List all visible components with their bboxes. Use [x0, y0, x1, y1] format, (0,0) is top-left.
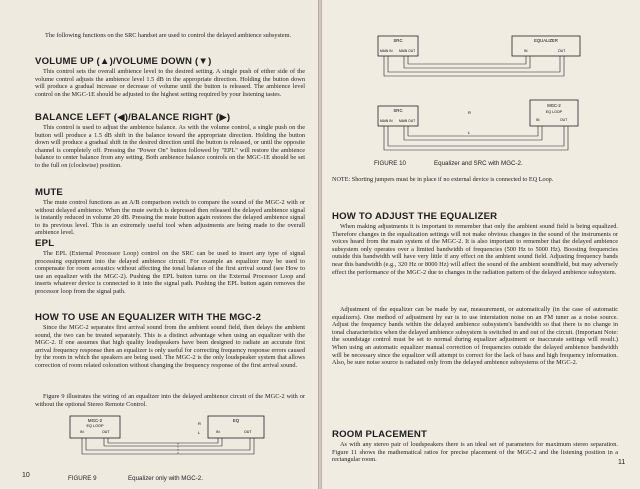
heading-equalizer-use: HOW TO USE AN EQUALIZER WITH THE MGC-2 [35, 312, 262, 323]
heading-adjust-equalizer: HOW TO ADJUST THE EQUALIZER [332, 211, 498, 222]
mgc2-in-fig10: IN [536, 118, 540, 122]
balance-text: This control is used to adjust the ambience balance. As with the volume control, a single push on the button will produce a 1.5 dB shift in the balance toward the appropriate direction. Holding the button down will produce a gradual shift in the desired direction until the button is released, or until the opposite channel is completely off. Pressing the "Power On" button followed by "EPL" will restore the ambience balance to center balance from any setting. Both ambience balance controls on the MGC-1E should be set to the full on (clockwise) position. [35, 124, 305, 169]
eq-label: EQ [232, 418, 240, 423]
mgc2-in-label: IN [80, 430, 84, 434]
adjust-equalizer-text: When making adjustments it is important to remember that only the ambient sound field is being equalized. Therefore changes in the equalization settings will not make obvious changes in the sound of the instruments or voices heard from the main system of the MGC-2. It is also important to remember that the delayed ambience subsystem only operates over a limited bandwidth of frequencies (500 Hz to 5000 Hz). Boosting frequencies outside this bandwidth will have very little if any effect on the ambient sound field. Adjusting frequency bands near this bandwidth (e.g., 320 Hz or 8000 Hz) will affect the sound of the ambient soundfield, but may adversely effect the performance of the MGC-2 due to changes in the radiation pattern of the delayed ambience subsystem. [332, 223, 618, 276]
figure-10-number: FIGURE 10 [374, 160, 406, 167]
figure-10-caption: Equalizer and SRC with MGC-2. [434, 160, 523, 167]
mgc2-out-fig10: OUT [560, 118, 568, 122]
src-main-out-bottom: MAIN OUT [399, 119, 416, 123]
figure-9-wires [82, 438, 254, 454]
label-l-fig10: L [468, 130, 471, 135]
figure-9-diagram [58, 410, 288, 466]
src-label-top: SRC [393, 38, 403, 43]
figure-10-top-wires [384, 56, 564, 76]
heading-room-placement: ROOM PLACEMENT [332, 429, 428, 440]
mgc2-label: MGC-2 [87, 418, 103, 423]
equalizer-in: IN [524, 49, 528, 53]
figure-9-caption: Equalizer only with MGC-2. [128, 475, 203, 482]
heading-mute: MUTE [35, 187, 63, 198]
figure-10-bottom-wires [384, 126, 568, 150]
label-r: R [198, 421, 201, 426]
src-main-in-bottom: MAIN IN [380, 119, 393, 123]
shorting-note: NOTE: Shorting jumpers must be in place if no external device is connected to EQ Loop. [332, 176, 554, 183]
equalizer-use-text: Since the MGC-2 separates first arrival sound from the ambient sound field, then delays the ambient sound, the two can be treated separately. This is a distinct advantage when using an equalizer with the MGC-2. If one assumes that high quality loudspeakers have been designed to radiate an accurate first arrival frequency response then an equalizer is only useful for correcting frequency response errors caused by the room in which the speakers are being used. The MGC-2 is the only loudspeaker system that allows correction of room related coloration without changing the frequency response of the first arrival sound. [35, 324, 305, 369]
eq-out-label: OUT [244, 430, 252, 434]
right-page [322, 0, 640, 489]
adjust-equalizer-text-2: Adjustment of the equalizer can be made by ear, measurement, or automatically (in the case of automatic equalizers). One method of adjustment by ear is to use interstation noise on an FM tuner as a noise source. Adjust the frequency bands within the delayed ambience subsystem's bandwidth so that there is no change in tonal characteristics when the delayed ambience subsystem is switched in and out of the circuit. (Important Note: the soundstage control must be set to normal during equalizer adjustment or inaccurate settings will result.) When using an automatic equalizer manual correction of frequencies outside the delayed ambience bandwidth will be necessary since the equalizer will attempt to correct for the lack of bass and high frequency information. Also, be sure noise source is radiated only from the delayed ambience subsystems of the MGC-2. [332, 306, 618, 367]
eq-in-label: IN [216, 430, 220, 434]
left-page [0, 0, 318, 489]
page-number-right: 11 [618, 459, 626, 466]
intro-text: The following functions on the SRC handset are used to control the delayed ambience subsystem. [45, 32, 292, 39]
heading-epl: EPL [35, 238, 55, 249]
label-l: L [198, 430, 201, 435]
figure-note: Figure 9 illustrates the wiring of an equalizer into the delayed ambience circuit of the MGC-2 with or without the optional Stereo Remote Control. [35, 393, 305, 408]
page-number-left: 10 [22, 472, 30, 479]
src-main-out-top: MAIN OUT [399, 49, 416, 53]
epl-text: The EPL (External Processor Loop) control on the SRC can be used to insert any type of signal processing equipment into the delayed ambience circuit. For example an equalizer may be used to compensate for room acoustics without affecting the tonal balance of the first arrival sound (see How to use an equalizer with the MGC-2). Pushing the EPL button turns on the External Processor Loop and inserts whatever device is connected to it into the signal path. Pushing the EPL button again removes the processor loop from the signal path. [35, 250, 305, 295]
figure-9-number: FIGURE 9 [68, 475, 97, 482]
mute-text: The mute control functions as an A/B comparison switch to compare the sound of the MGC-2 with or without delayed ambience. When the mute switch is depressed then released the delayed ambience signal is instantly reduced in volume 20 dB. Pressing the mute button again restores the delayed ambience signal to its previous level. This is an extremely useful tool when adjustments are being made to the overall ambience level. [35, 199, 305, 237]
label-r-fig10: R [468, 110, 471, 115]
mgc2-label-fig10: MGC-2 [547, 103, 561, 108]
equalizer-label: EQUALIZER [534, 38, 558, 43]
mgc2-eq-loop-fig10: EQ LOOP [545, 110, 563, 114]
figure-10-diagram [364, 28, 594, 166]
volume-text: This control sets the overall ambience level to the desired setting. A single push of either side of the volume control adjusts the ambience level 1.5 dB in the appropriate direction. Holding the button down will produce a gradual increase or decrease of volume until the button is released. The ambience level control on the MGC-1E should be adjusted to the highest setting required by your listening tastes. [35, 68, 305, 98]
src-label-bottom: SRC [393, 108, 403, 113]
heading-balance: BALANCE LEFT (◀)/BALANCE RIGHT (▶) [35, 112, 231, 123]
mgc2-out-label: OUT [102, 430, 110, 434]
equalizer-out: OUT [558, 49, 566, 53]
src-main-in-top: MAIN IN [380, 49, 393, 53]
heading-volume: VOLUME UP (▲)/VOLUME DOWN (▼) [35, 56, 212, 67]
room-placement-text: As with any stereo pair of loudspeakers there is an ideal set of parameters for maximum stereo separation. Figure 11 shows the mathematical ratios for precise placement of the MGC-2 and the listening position in a rectangular room. [332, 441, 618, 464]
eq-loop-label: EQ LOOP [86, 424, 104, 428]
